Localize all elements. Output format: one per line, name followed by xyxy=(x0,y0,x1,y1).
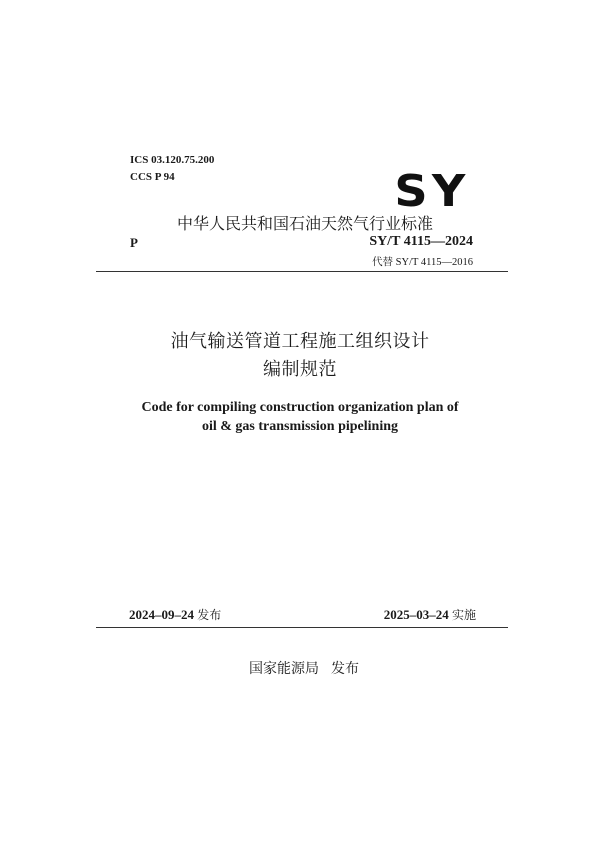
publisher-line xyxy=(0,658,600,678)
publisher-label: 发布 xyxy=(331,661,359,677)
classification-letter: P xyxy=(130,235,138,250)
issue-label: 发布 xyxy=(197,608,222,622)
replaces-note: 代替 SY/T 4115—2016 xyxy=(372,257,473,268)
top-divider xyxy=(96,271,508,272)
title-chinese-line-1: 油气输送管道工程施工组织设计 xyxy=(170,331,430,352)
standard-body-title: 中华人民共和国石油天然气行业标准 xyxy=(176,214,433,233)
issue-date: 2024–09–24 xyxy=(129,607,194,622)
title-english-line-1: Code for compiling construction organization plan of xyxy=(141,400,459,415)
standard-number: SY/T 4115—2024 xyxy=(369,234,473,249)
implementation-date: 2025–03–24 xyxy=(383,607,449,622)
issue-date-block xyxy=(129,606,221,623)
implementation-date-block xyxy=(384,606,476,623)
title-english-line-2: oil & gas transmission pipelining xyxy=(201,419,399,434)
ics-code: ICS 03.120.75.200 xyxy=(130,154,215,166)
ccs-code: CCS P 94 xyxy=(130,171,175,183)
bottom-divider xyxy=(96,627,508,628)
sy-logo: SY xyxy=(394,166,470,217)
implementation-label: 实施 xyxy=(451,608,476,622)
title-chinese-line-2: 编制规范 xyxy=(263,359,337,380)
publisher-name: 国家能源局 xyxy=(249,661,319,677)
